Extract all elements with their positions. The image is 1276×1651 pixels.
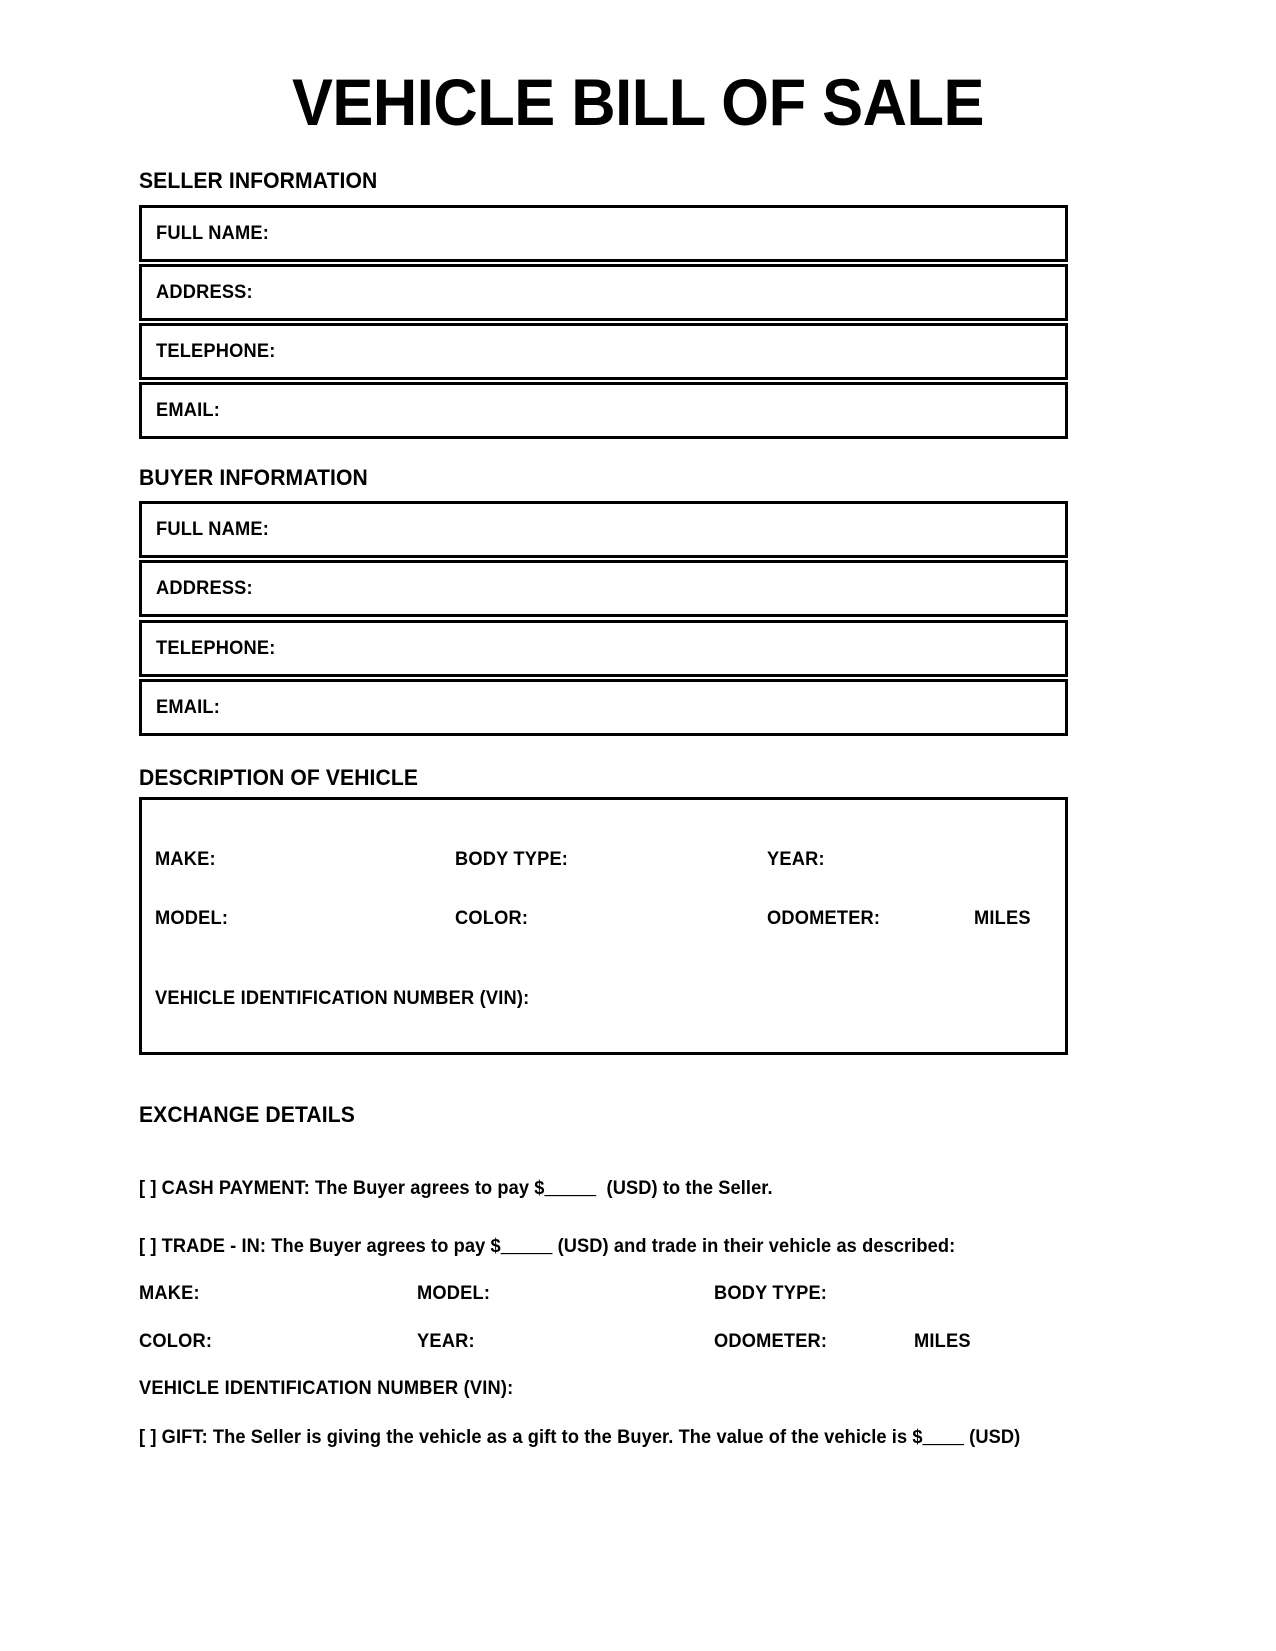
seller-address-field[interactable] [139, 264, 1068, 321]
trade-in-option[interactable] [139, 1236, 955, 1258]
seller-full-name-label: FULL NAME: [156, 222, 270, 244]
cash-payment-checkbox[interactable]: [ ] [139, 1178, 157, 1199]
trade-in-amount-blank[interactable]: _____ [500, 1236, 553, 1257]
trade-in-text-after: (USD) and trade in their vehicle as described: [557, 1236, 956, 1257]
buyer-address-field[interactable] [139, 560, 1068, 617]
vehicle-make-label[interactable]: MAKE: [155, 849, 216, 870]
trade-in-year-label[interactable]: YEAR: [417, 1331, 475, 1352]
trade-in-odometer-unit-label: MILES [914, 1331, 971, 1352]
seller-telephone-field[interactable] [139, 323, 1068, 380]
gift-text-after: (USD) [969, 1427, 1021, 1448]
buyer-email-label: EMAIL: [156, 696, 220, 718]
trade-in-color-label[interactable]: COLOR: [139, 1331, 213, 1352]
trade-in-model-label[interactable]: MODEL: [417, 1283, 491, 1304]
buyer-information-heading: BUYER INFORMATION [139, 465, 368, 490]
trade-in-vin-label[interactable]: VEHICLE IDENTIFICATION NUMBER (VIN): [139, 1378, 514, 1399]
cash-payment-option[interactable] [139, 1178, 773, 1200]
page-title: VEHICLE BILL OF SALE [291, 65, 985, 139]
gift-amount-blank[interactable]: ____ [922, 1427, 964, 1448]
exchange-details-heading: EXCHANGE DETAILS [139, 1102, 355, 1127]
buyer-telephone-label: TELEPHONE: [156, 637, 276, 659]
trade-in-body-type-label[interactable]: BODY TYPE: [714, 1283, 828, 1304]
buyer-address-label: ADDRESS: [156, 577, 253, 599]
seller-email-field[interactable] [139, 382, 1068, 439]
trade-in-checkbox[interactable]: [ ] [139, 1236, 157, 1257]
trade-in-text-before: TRADE - IN: The Buyer agrees to pay $ [161, 1236, 501, 1257]
vehicle-description-box [139, 797, 1068, 1055]
seller-email-label: EMAIL: [156, 399, 220, 421]
vehicle-description-heading: DESCRIPTION OF VEHICLE [139, 765, 419, 790]
trade-in-odometer-label[interactable]: ODOMETER: [714, 1331, 828, 1352]
gift-checkbox[interactable]: [ ] [139, 1427, 157, 1448]
seller-address-label: ADDRESS: [156, 281, 253, 303]
vehicle-year-label[interactable]: YEAR: [767, 849, 825, 870]
gift-text-before: GIFT: The Seller is giving the vehicle as a gift to the Buyer. The value of the vehicle is $ [161, 1427, 923, 1448]
buyer-telephone-field[interactable] [139, 620, 1068, 677]
cash-payment-text-after: (USD) to the Seller. [606, 1178, 773, 1199]
vehicle-odometer-unit-label: MILES [974, 908, 1031, 929]
gift-option[interactable] [139, 1427, 1020, 1449]
buyer-full-name-field[interactable] [139, 501, 1068, 558]
vehicle-color-label[interactable]: COLOR: [455, 908, 529, 929]
vehicle-model-label[interactable]: MODEL: [155, 908, 229, 929]
cash-payment-text-before: CASH PAYMENT: The Buyer agrees to pay $ [161, 1178, 545, 1199]
seller-information-heading: SELLER INFORMATION [139, 168, 378, 193]
buyer-email-field[interactable] [139, 679, 1068, 736]
vehicle-odometer-label[interactable]: ODOMETER: [767, 908, 881, 929]
vehicle-body-type-label[interactable]: BODY TYPE: [455, 849, 569, 870]
seller-full-name-field[interactable] [139, 205, 1068, 262]
buyer-full-name-label: FULL NAME: [156, 518, 270, 540]
vehicle-vin-label[interactable]: VEHICLE IDENTIFICATION NUMBER (VIN): [155, 988, 530, 1009]
cash-payment-amount-blank[interactable]: _____ [544, 1178, 597, 1199]
seller-telephone-label: TELEPHONE: [156, 340, 276, 362]
trade-in-make-label[interactable]: MAKE: [139, 1283, 200, 1304]
